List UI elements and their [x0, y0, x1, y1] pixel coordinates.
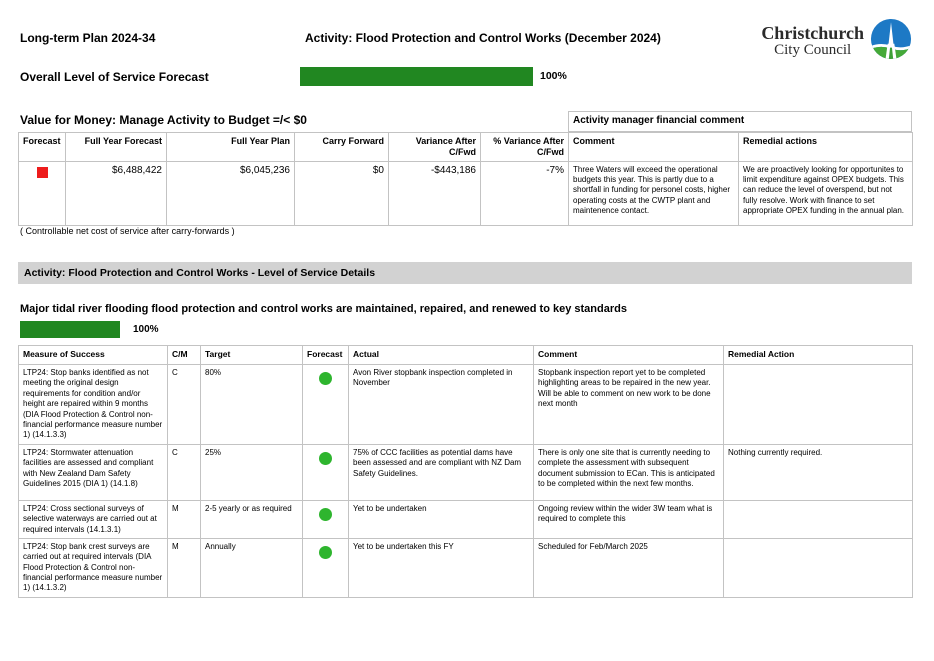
forecast-cell — [303, 365, 349, 445]
cm-cell: C — [168, 444, 201, 500]
actual-cell: Yet to be undertaken this FY — [349, 538, 534, 597]
vfm-forecast-cell — [19, 161, 66, 225]
plan-title: Long-term Plan 2024-34 — [20, 31, 156, 45]
los-col-remedial: Remedial Action — [724, 346, 913, 365]
actual-cell: Avon River stopbank inspection completed in November — [349, 365, 534, 445]
remedial-cell — [724, 365, 913, 445]
vfm-full-year-forecast-cell: $6,488,422 — [66, 161, 167, 225]
table-row — [19, 365, 913, 445]
vfm-col-full-year-plan: Full Year Plan — [167, 133, 295, 162]
vfm-col-remedial: Remedial actions — [739, 133, 913, 162]
table-row — [19, 444, 913, 500]
cm-cell: M — [168, 500, 201, 538]
remedial-cell: Nothing currently required. — [724, 444, 913, 500]
cm-cell: M — [168, 538, 201, 597]
los-col-cm: C/M — [168, 346, 201, 365]
vfm-col-carry-forward: Carry Forward — [295, 133, 389, 162]
manager-financial-comment-header: Activity manager financial comment — [568, 111, 912, 132]
vfm-comment-cell: Three Waters will exceed the operational budgets this year. This is partly due to a shortfall in funding for personel costs, higher operating costs at the CWTP plant and maintenence contact. — [569, 161, 739, 225]
vfm-variance-cell: -$443,186 — [389, 161, 481, 225]
forecast-status-dot-icon — [319, 372, 332, 385]
forecast-cell — [303, 444, 349, 500]
vfm-footnote: ( Controllable net cost of service after carry-forwards ) — [20, 226, 235, 236]
council-crest-icon — [870, 18, 912, 65]
remedial-cell — [724, 500, 913, 538]
vfm-table — [18, 132, 913, 226]
council-logo — [761, 18, 912, 65]
vfm-data-row — [19, 161, 913, 225]
actual-cell: 75% of CCC facilities as potential dams have been assessed and are compliant with NZ Dam Safety Guidelines. — [349, 444, 534, 500]
los-percent: 100% — [133, 324, 159, 335]
los-col-target: Target — [201, 346, 303, 365]
overall-forecast-percent: 100% — [540, 70, 567, 82]
los-col-comment: Comment — [534, 346, 724, 365]
los-section-header: Activity: Flood Protection and Control Works - Level of Service Details — [18, 262, 912, 284]
logo-line2: City Council — [774, 42, 852, 59]
overall-forecast-label: Overall Level of Service Forecast — [20, 70, 209, 84]
target-cell: 2-5 yearly or as required — [201, 500, 303, 538]
vfm-col-variance: Variance After C/Fwd — [389, 133, 481, 162]
vfm-col-comment: Comment — [569, 133, 739, 162]
forecast-status-dot-icon — [319, 452, 332, 465]
logo-line1: Christchurch — [761, 23, 864, 44]
forecast-status-dot-icon — [319, 546, 332, 559]
vfm-pct-variance-cell: -7% — [481, 161, 569, 225]
vfm-section-title: Value for Money: Manage Activity to Budget =/< $0 — [20, 113, 307, 127]
forecast-status-dot-icon — [319, 508, 332, 521]
vfm-full-year-plan-cell: $6,045,236 — [167, 161, 295, 225]
vfm-remedial-cell: We are proactively looking for opportunites to limit expenditure against OPEX budgets. This can reduce the level of overspend, but not fully resolve. Work with finance to set appropriate OPEX funding in the annual plan. — [739, 161, 913, 225]
los-header-row — [19, 346, 913, 365]
los-col-measure: Measure of Success — [19, 346, 168, 365]
target-cell: 80% — [201, 365, 303, 445]
vfm-col-pct-variance: % Variance After C/Fwd — [481, 133, 569, 162]
los-col-forecast: Forecast — [303, 346, 349, 365]
los-table — [18, 345, 913, 598]
measure-cell: LTP24: Stormwater attenuation facilities are assessed and compliant with New Zealand Dam Safety Guidelines 2015 (DIA 1) (14.1.8) — [19, 444, 168, 500]
vfm-carry-forward-cell: $0 — [295, 161, 389, 225]
forecast-cell — [303, 500, 349, 538]
measure-cell: LTP24: Stop bank crest surveys are carried out at required intervals (DIA Flood Protection & Control non-financial performance measure number 1) (14.1.3.2) — [19, 538, 168, 597]
forecast-cell — [303, 538, 349, 597]
comment-cell: Stopbank inspection report yet to be completed highlighting areas to be repaired in the new year. Will be able to comment on new work to be done next month — [534, 365, 724, 445]
cm-cell: C — [168, 365, 201, 445]
table-row — [19, 500, 913, 538]
vfm-col-forecast: Forecast — [19, 133, 66, 162]
vfm-header-row — [19, 133, 913, 162]
target-cell: Annually — [201, 538, 303, 597]
comment-cell: Ongoing review within the wider 3W team what is required to complete this — [534, 500, 724, 538]
overall-forecast-progress-bar — [300, 67, 533, 86]
vfm-col-full-year-forecast: Full Year Forecast — [66, 133, 167, 162]
actual-cell: Yet to be undertaken — [349, 500, 534, 538]
los-measure-heading: Major tidal river flooding flood protection and control works are maintained, repaired, and renewed to key standards — [20, 303, 627, 315]
los-progress-bar — [20, 321, 120, 338]
remedial-cell — [724, 538, 913, 597]
comment-cell: There is only one site that is currently needing to complete the assessment with subsequent document submission to ECan. This is anticipated to be completed within the next few months. — [534, 444, 724, 500]
council-logo-text — [761, 24, 864, 59]
table-row — [19, 538, 913, 597]
forecast-status-square-icon — [37, 167, 48, 178]
los-col-actual: Actual — [349, 346, 534, 365]
comment-cell: Scheduled for Feb/March 2025 — [534, 538, 724, 597]
page-title: Activity: Flood Protection and Control Works (December 2024) — [305, 31, 661, 45]
target-cell: 25% — [201, 444, 303, 500]
measure-cell: LTP24: Stop banks identified as not meeting the original design requirements for condition and/or height are repaired within 9 months (DIA Flood Protection & Control non- financial performance measure number 1) (14.1.3.3) — [19, 365, 168, 445]
measure-cell: LTP24: Cross sectional surveys of selective waterways are carried out at required intervals (14.1.3.1) — [19, 500, 168, 538]
